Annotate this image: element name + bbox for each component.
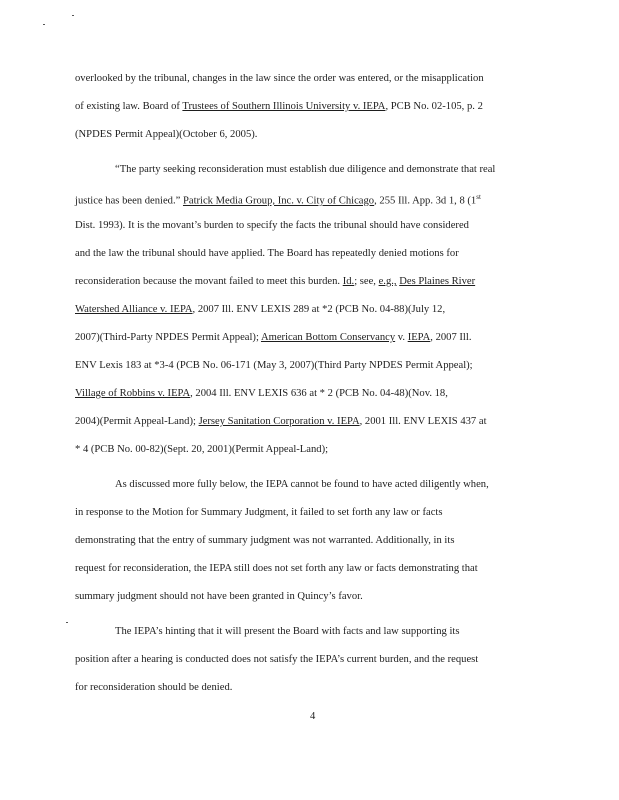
case-citation: e.g., [378, 276, 397, 287]
text-line: (NPDES Permit Appeal)(October 6, 2005). [75, 129, 258, 140]
text-line: As discussed more fully below, the IEPA cannot be found to have acted diligently when, [115, 479, 489, 490]
scan-speck [43, 24, 45, 25]
text-line: in response to the Motion for Summary Judgment, it failed to set forth any law or facts [75, 507, 443, 518]
case-citation: IEPA [407, 332, 431, 343]
case-citation: Patrick Media Group, Inc. v. City of Chicago [182, 195, 375, 207]
text-line: Watershed Alliance v. IEPA, 2007 Ill. ENV LEXIS 289 at *2 (PCB No. 04-88)(July 12, [75, 304, 446, 315]
text-line: Dist. 1993). It is the movant’s burden to specify the facts the tribunal should have considered [75, 220, 469, 231]
text-line: 2007)(Third-Party NPDES Permit Appeal); American Bottom Conservancy v. IEPA, 2007 Ill. [75, 332, 472, 343]
scan-speck [72, 15, 74, 16]
text-line: * 4 (PCB No. 00-82)(Sept. 20, 2001)(Permit Appeal-Land); [75, 444, 329, 455]
case-citation: American Bottom Conservancy [260, 332, 396, 343]
text-line: position after a hearing is conducted does not satisfy the IEPA’s current burden, and the request [75, 654, 479, 665]
text-line: and the law the tribunal should have applied. The Board has repeatedly denied motions for [75, 248, 459, 259]
case-citation: Watershed Alliance v. IEPA [75, 304, 193, 315]
text-line: reconsideration because the movant failed to meet this burden. Id.; see, e.g., Des Plaines River [75, 276, 476, 287]
text-line: request for reconsideration, the IEPA still does not set forth any law or facts demonstrating that [75, 563, 478, 574]
text-line: for reconsideration should be denied. [75, 682, 233, 693]
text-line: demonstrating that the entry of summary judgment was not warranted. Additionally, in its [75, 535, 455, 546]
text-line: “The party seeking reconsideration must establish due diligence and demonstrate that real [115, 164, 496, 175]
text-line: summary judgment should not have been granted in Quincy’s favor. [75, 591, 363, 602]
text-line: 2004)(Permit Appeal-Land); Jersey Sanitation Corporation v. IEPA, 2001 Ill. ENV LEXIS 437 at [75, 416, 487, 427]
case-citation: Des Plaines River [399, 276, 476, 287]
ordinal-suffix: st [476, 193, 481, 201]
text-line: ENV Lexis 183 at *3-4 (PCB No. 06-171 (May 3, 2007)(Third Party NPDES Permit Appeal); [75, 360, 473, 371]
page-number: 4 [310, 711, 316, 722]
text-line: overlooked by the tribunal, changes in the law since the order was entered, or the misapplication [75, 73, 484, 84]
scan-speck [66, 622, 68, 623]
text-line: justice has been denied.” Patrick Media Group, Inc. v. City of Chicago, 255 Ill. App. 3d 1, 8 (1st [75, 193, 481, 207]
text-line: Village of Robbins v. IEPA, 2004 Ill. ENV LEXIS 636 at * 2 (PCB No. 04-48)(Nov. 18, [75, 388, 448, 399]
text-line: The IEPA’s hinting that it will present the Board with facts and law supporting its [115, 626, 460, 637]
case-citation: Id. [342, 276, 355, 287]
text-line: of existing law. Board of Trustees of Southern Illinois University v. IEPA, PCB No. 02-105, p. 2 [75, 101, 483, 112]
case-citation: Village of Robbins v. IEPA [75, 388, 191, 399]
case-citation: Jersey Sanitation Corporation v. IEPA [198, 416, 360, 427]
case-citation: Trustees of Southern Illinois University v. IEPA [182, 101, 386, 112]
